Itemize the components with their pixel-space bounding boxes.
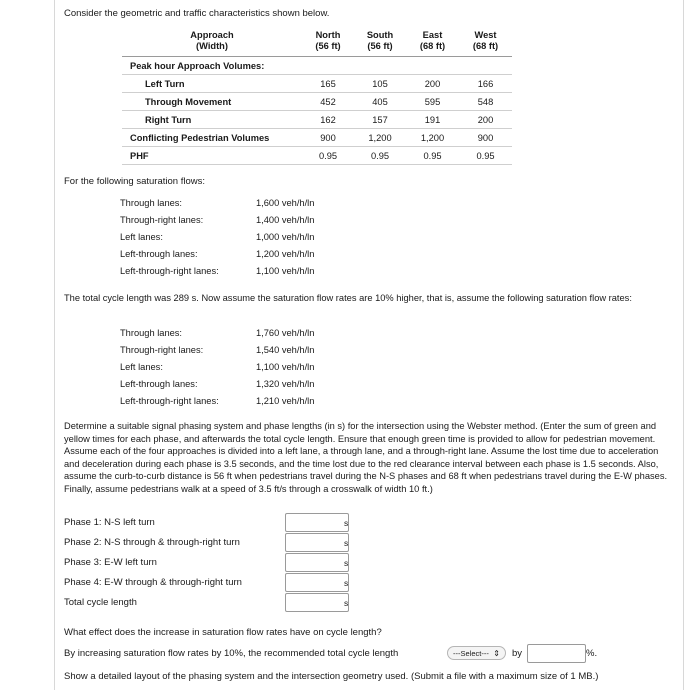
phase-1-label: Phase 1: N-S left turn — [64, 517, 155, 528]
cell-value: 165 — [302, 75, 354, 93]
table-header-row — [122, 30, 512, 57]
saturation-flows-original — [120, 195, 314, 280]
cell-value: 105 — [354, 75, 406, 93]
answer-sentence-prefix: By increasing saturation flow rates by 10%, the recommended total cycle length — [64, 648, 399, 659]
cycle-length-text: The total cycle length was 289 s. Now assume the saturation flow rates are 10% higher, that is, assume the following saturation flow rates: — [64, 293, 632, 303]
flow-row: Through-right lanes: 1,400 veh/h/ln — [120, 215, 315, 225]
header-east: East (68 ft) — [406, 30, 459, 57]
flow-row: Left-through-right lanes: 1,100 veh/h/ln — [120, 266, 315, 276]
by-text: by — [512, 648, 523, 659]
row-label: Left Turn — [122, 75, 302, 93]
effect-select[interactable] — [447, 646, 506, 660]
question-text: What effect does the increase in saturation flow rates have on cycle length? — [64, 627, 382, 638]
flow-row: Left lanes: 1,100 veh/h/ln — [120, 362, 315, 372]
row-label: PHF — [122, 147, 302, 165]
total-cycle-input[interactable] — [285, 593, 349, 612]
phase-3-label: Phase 3: E-W left turn — [64, 557, 157, 568]
cell-value: 595 — [406, 93, 459, 111]
cell-value: 0.95 — [406, 147, 459, 165]
phase-3-unit: s — [344, 558, 349, 568]
cell-value: 200 — [406, 75, 459, 93]
cell-value: 191 — [406, 111, 459, 129]
row-label: Conflicting Pedestrian Volumes — [122, 129, 302, 147]
instructions-text: Determine a suitable signal phasing system and phase lengths (in s) for the intersection using the Webster method. (Enter the sum of green and yellow times for each phase, and afterwards the total cycle length. Ensure that enough green time is provided to allow for pedestrian movement. Assume each of the four approaches is divided into a left lane, a through lane, and a through-right lane. Assume the lost time due to acceleration and deceleration during each phase is 3.5 seconds, and the time lost due to the red clearance interval between each phase is 1.5 seconds. Also, assume the curb-to-curb distance is 56 ft when pedestrians travel during the N-S phases and 68 ft when pedestrians travel during the E-W phases. Finally, assume pedestrians walk at a speed of 3.5 ft/s through a crosswalk of width 10 ft.) — [64, 421, 668, 494]
phase-4-input[interactable] — [285, 573, 349, 592]
intro-text: Consider the geometric and traffic characteristics shown below. — [64, 8, 330, 19]
table-row — [122, 75, 512, 93]
table-row — [122, 111, 512, 129]
table-section-row — [122, 57, 512, 75]
effect-select-value: ---Select--- — [453, 649, 489, 658]
phase-1-input[interactable] — [285, 513, 349, 532]
flow-row: Left-through-right lanes: 1,210 veh/h/ln — [120, 396, 315, 406]
cell-value: 1,200 — [406, 129, 459, 147]
table-row — [122, 129, 512, 147]
cell-value: 157 — [354, 111, 406, 129]
row-label: Right Turn — [122, 111, 302, 129]
cell-value: 900 — [459, 129, 512, 147]
phase-2-unit: s — [344, 538, 349, 548]
select-updown-icon: ⇕ — [493, 649, 500, 658]
traffic-table — [122, 30, 512, 165]
row-label: Through Movement — [122, 93, 302, 111]
header-approach: Approach (Width) — [122, 30, 302, 57]
cell-value: 0.95 — [302, 147, 354, 165]
phase-4-unit: s — [344, 578, 349, 588]
cell-value: 900 — [302, 129, 354, 147]
cell-value: 548 — [459, 93, 512, 111]
phase-4-label: Phase 4: E-W through & through-right turn — [64, 577, 242, 588]
cell-value: 166 — [459, 75, 512, 93]
header-north: North (56 ft) — [302, 30, 354, 57]
cell-value: 452 — [302, 93, 354, 111]
final-instruction: Show a detailed layout of the phasing system and the intersection geometry used. (Submit a file with a maximum size of 1 MB.) — [64, 671, 599, 682]
cell-value: 405 — [354, 93, 406, 111]
phase-2-input[interactable] — [285, 533, 349, 552]
phase-3-input[interactable] — [285, 553, 349, 572]
flow-row: Through-right lanes: 1,540 veh/h/ln — [120, 345, 315, 355]
cell-value: 162 — [302, 111, 354, 129]
total-cycle-label: Total cycle length — [64, 597, 137, 608]
phase-1-unit: s — [344, 518, 349, 528]
flow-row: Through lanes: 1,600 veh/h/ln — [120, 198, 315, 208]
percent-sign: %. — [586, 648, 598, 659]
header-west: West (68 ft) — [459, 30, 512, 57]
section-label: Peak hour Approach Volumes: — [122, 57, 302, 75]
flow-row: Left-through lanes: 1,200 veh/h/ln — [120, 249, 315, 259]
cell-value: 1,200 — [354, 129, 406, 147]
cell-value: 0.95 — [354, 147, 406, 165]
phase-2-label: Phase 2: N-S through & through-right turn — [64, 537, 240, 548]
cell-value: 200 — [459, 111, 512, 129]
percent-input[interactable] — [527, 644, 586, 663]
flow-row: Left-through lanes: 1,320 veh/h/ln — [120, 379, 315, 389]
total-cycle-unit: s — [344, 598, 349, 608]
table-row — [122, 93, 512, 111]
flow-row: Through lanes: 1,760 veh/h/ln — [120, 328, 315, 338]
cell-value: 0.95 — [459, 147, 512, 165]
header-south: South (56 ft) — [354, 30, 406, 57]
table-row — [122, 147, 512, 165]
flow-row: Left lanes: 1,000 veh/h/ln — [120, 232, 315, 242]
saturation-intro: For the following saturation flows: — [64, 176, 205, 187]
saturation-flows-increased — [120, 325, 314, 410]
